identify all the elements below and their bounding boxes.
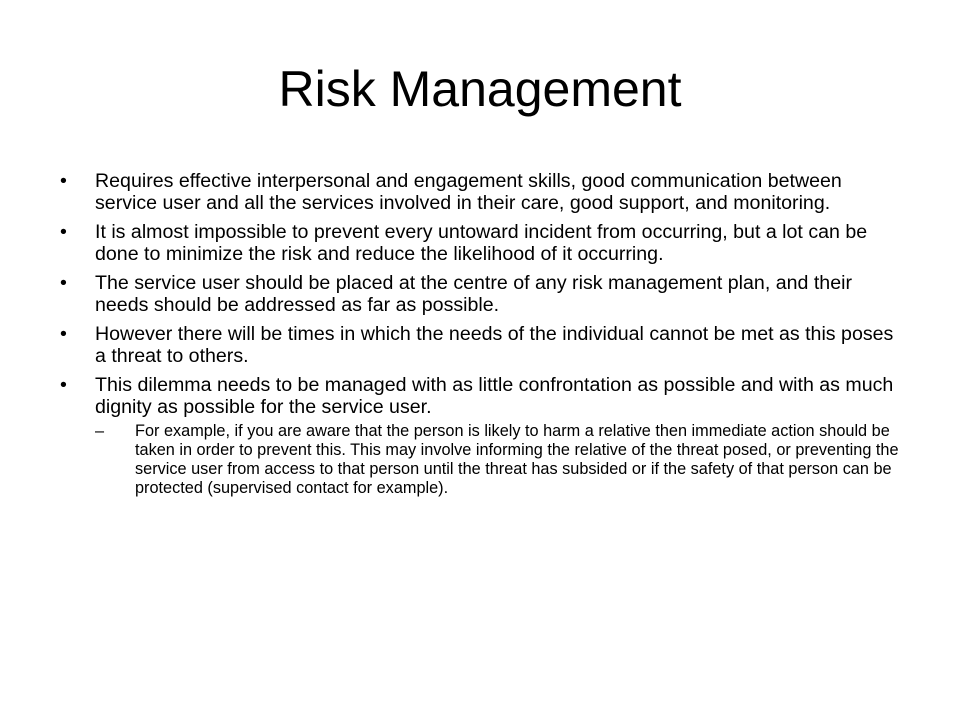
sub-bullet-text: For example, if you are aware that the person is likely to harm a relative then immediate action should be taken in order to prevent this. This may involve informing the relative of the threat posed, or preventing the service user from access to that person until the threat has subsided or if the safety of that person can be protected (supervised contact for example).	[135, 422, 899, 497]
sub-bullet-item	[95, 422, 900, 498]
bullet-item	[60, 323, 900, 367]
bullet-text: Requires effective interpersonal and engagement skills, good communication between service user and all the services involved in their care, good support, and monitoring.	[95, 170, 842, 214]
bullet-text: This dilemma needs to be managed with as little confrontation as possible and with as much dignity as possible for the service user.	[95, 374, 894, 418]
bullet-marker: •	[60, 221, 67, 243]
bullet-marker: •	[60, 170, 67, 192]
bullet-marker: •	[60, 374, 67, 396]
sub-bullet-marker: –	[95, 422, 105, 440]
bullet-item	[60, 170, 900, 214]
sub-bullet-list	[95, 422, 900, 498]
bullet-marker: •	[60, 272, 67, 294]
bullet-text: The service user should be placed at the centre of any risk management plan, and their needs should be addressed as far as possible.	[95, 272, 852, 316]
bullet-marker: •	[60, 323, 67, 345]
bullet-text: It is almost impossible to prevent every untoward incident from occurring, but a lot can be done to minimize the risk and reduce the likelihood of it occurring.	[95, 221, 868, 265]
slide-body	[60, 170, 900, 505]
bullet-item	[60, 272, 900, 316]
bullet-text: However there will be times in which the needs of the individual cannot be met as this poses a threat to others.	[95, 323, 894, 367]
bullet-list	[60, 170, 900, 498]
slide-title: Risk Management	[278, 61, 682, 117]
bullet-item	[60, 221, 900, 265]
bullet-item	[60, 374, 900, 498]
